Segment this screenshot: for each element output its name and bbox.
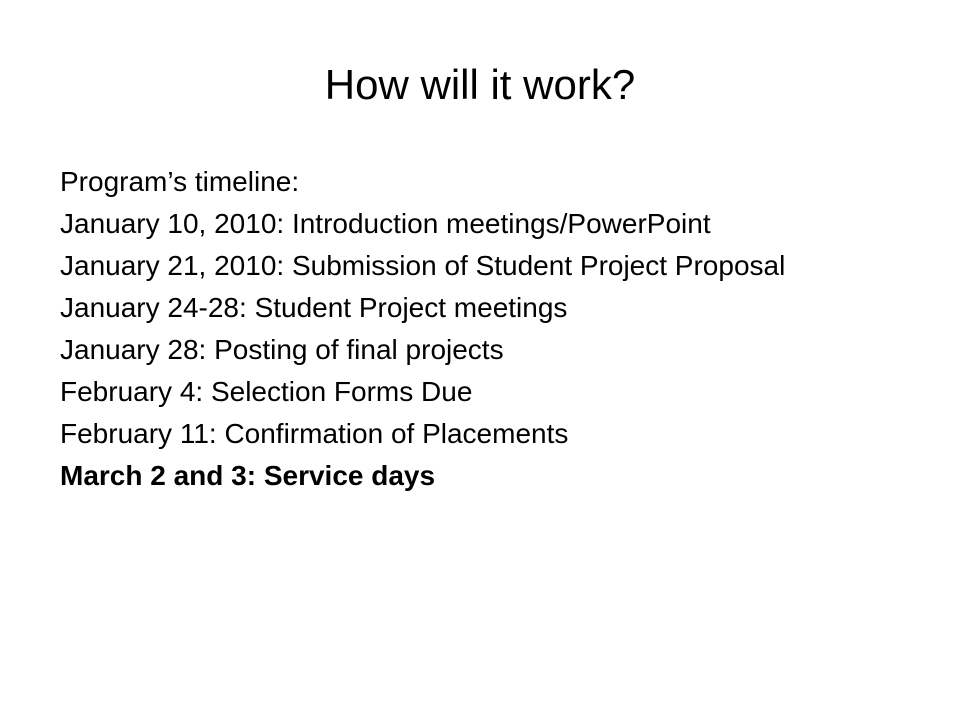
timeline-item-highlight: March 2 and 3: Service days	[60, 460, 436, 491]
timeline-heading: Program’s timeline:	[60, 166, 300, 197]
slide-title: How will it work?	[324, 61, 636, 108]
timeline-item: January 28: Posting of final projects	[60, 334, 504, 365]
slide-body	[60, 166, 920, 502]
timeline-item: January 10, 2010: Introduction meetings/PowerPoint	[60, 208, 711, 239]
timeline-item: February 4: Selection Forms Due	[60, 376, 473, 407]
timeline-item: January 21, 2010: Submission of Student Project Proposal	[60, 250, 786, 281]
timeline-item: January 24-28: Student Project meetings	[60, 292, 568, 323]
timeline-item: February 11: Confirmation of Placements	[60, 418, 569, 449]
